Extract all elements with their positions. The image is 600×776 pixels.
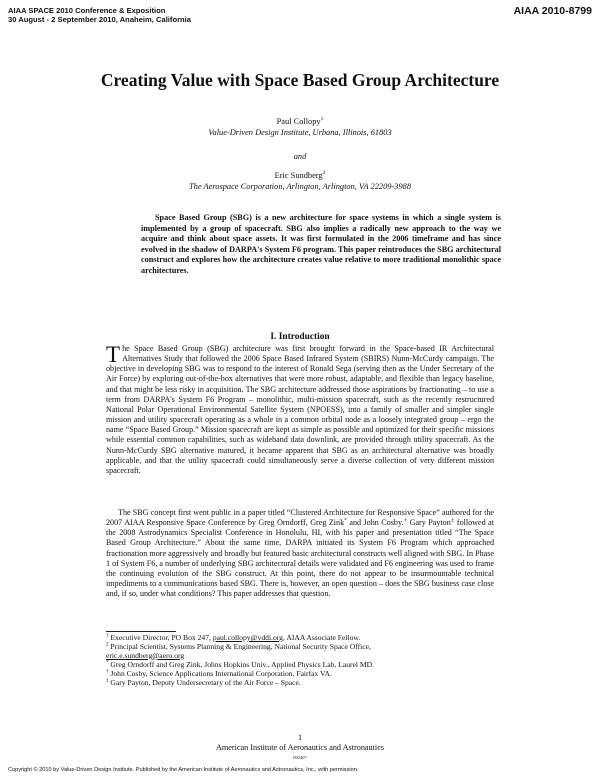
paper-title: Creating Value with Space Based Group Architecture [100,70,500,90]
email-link-collopy[interactable]: paul.collopy@vddi.org [212,633,283,642]
author-1 [0,117,600,126]
footnote-text: John Cosby, Science Applications International Corporation, Fairfax VA. [108,668,332,678]
drop-cap: T [106,342,121,367]
footnote-text: Executive Director, PO Box 247, [108,633,213,642]
and-separator: and [293,152,307,161]
document-code: 092407 [293,755,307,760]
footnote-mark: 2 [106,642,109,648]
footnote-mark: † [403,517,408,524]
conference-dates: 30 August - 2 September 2010, Anaheim, California [8,15,192,24]
footnote-text: Greg Orndorff and Greg Zink, Johns Hopkins Univ., Applied Physics Lab, Laurel MD. [108,659,375,669]
page-number: 1 [297,733,303,742]
copyright-notice: Copyright © 2010 by Value-Driven Design Institute. Published by the American Institute of Aeronautics and Astronautics, Inc., with permission. [8,767,359,773]
author-2 [0,171,600,180]
intro-paragraph-2-text-d: followed at the 2008 Astrodynamics Specialist Conference in Honolulu, HI, with his paper and presentation titled “The Space Based Group Architecture.” About the same time, DARPA initiated its System F6 Program which approached fractionation more aggressively and broadly but featured basic architectural constructs well aligned with SBG. In Phase 1 of System F6, a number of underlying SBG architectural details were validated and F6 engineering was used to frame the continuing evolution of the SBG construct. At this point, there do not appear to be insurmountable technical impediments to a communications based SBG. There is, however, an open question – does the SBG business case close and, if so, under what conditions? This paper addresses that question. [106,518,494,599]
footnote-5 [106,679,496,688]
intro-paragraph-2-text-a: The SBG concept first went public in a paper titled “Clustered Architecture for Responsive Space” authored for the 2007 AIAA Responsive Space Conference by Greg Orndorff, Greg Zink [106,508,494,528]
footnote-mark: ‡ [450,517,455,524]
footnote-mark: † [106,669,109,675]
footnotes [106,634,496,687]
footnote-text: , AIAA Associate Fellow. [282,633,361,642]
footnote-mark: 1 [106,633,109,639]
abstract: Space Based Group (SBG) is a new architecture for space systems in which a single system is implemented by a group of spacecraft. SBG also implies a radically new approach to the way we acquire and think about space assets. It was first formulated in the 2006 timeframe and has since evolved in the shadow of DARPA's System F6 program. This paper reintroduces the SBG architectural construct and explores how the architecture creates value relative to more traditional monolithic space architectures. [141,213,501,275]
intro-paragraph-1 [106,344,494,476]
conference-header [8,6,191,24]
conference-name: AIAA SPACE 2010 Conference & Exposition [8,6,166,15]
organization-footer: American Institute of Aeronautics and Astronautics [215,743,385,752]
footnote-mark: ‡ [106,678,109,683]
footnote-text: Gary Payton, Deputy Undersecretary of the Air Force – Space. [108,677,301,687]
intro-paragraph-2 [106,508,494,599]
author-1-footnote-mark: 1 [320,116,324,123]
paper-number: AIAA 2010-8799 [513,5,592,17]
footnote-text: Principal Scientist, Systems Planning & Engineering, National Security Space Office, [108,641,371,651]
author-2-footnote-mark: 2 [322,170,326,177]
intro-paragraph-1-text: he Space Based Group (SBG) architecture was first brought forward in the Space-based IR Architectural Alternatives Study that followed the 2006 Space Based Infrared System (SBIRS) Nunn-McCurdy campaign. The objective in developing SBG was to respond to the interest of Ronald Sega (serving then as the Under Secretary of the Air Force) by exploring out-of-the-box alternatives that were more robust, adaptable, and flexible than legacy baseline, and that might be less risky in acquisition. The SBG architecture addressed those aspirations by fractionating – to use a term from DARPA's System F6 Program – monolithic, multi-mission spacecraft, such as the recently restructured National Polar Operational Environmental Satellite System (NPOESS), into a family of smaller and simpler single mission and utility spacecraft operating as a whole in a common orbital node as a loosely integrated group – ergo the name “Space Based Group.” Mission spacecraft are kept as simple as possible and optimized for their specific missions while essential common capabilities, such as wideband data downlink, are provided through utility spacecraft. As the Nunn-McCurdy SBG alternative matured, it became apparent that SBG as an architectural alternative was broadly applicable, and that the utility spacecraft could simultaneously serve a diverse collection of very different mission spacecraft. [106,344,494,475]
author-1-name: Paul Collopy [276,117,321,126]
intro-paragraph-2-text-c: Gary Payton [407,518,451,528]
footnote-divider [106,631,176,632]
section-heading-introduction: I. Introduction [270,332,330,342]
author-2-name: Eric Sundberg [274,171,323,180]
email-link-sundberg[interactable]: eric.e.sundberg@aero.org [106,650,185,660]
affiliation-1: Value-Driven Design Institute, Urbana, Illinois, 61803 [208,128,392,137]
intro-paragraph-2-text-b: and John Cosby. [346,518,404,528]
footnote-mark: * [344,517,347,524]
footnote-mark: * [106,660,109,666]
affiliation-2: The Aerospace Corporation, Arlington, Arlington, VA 22209-3988 [188,182,412,191]
